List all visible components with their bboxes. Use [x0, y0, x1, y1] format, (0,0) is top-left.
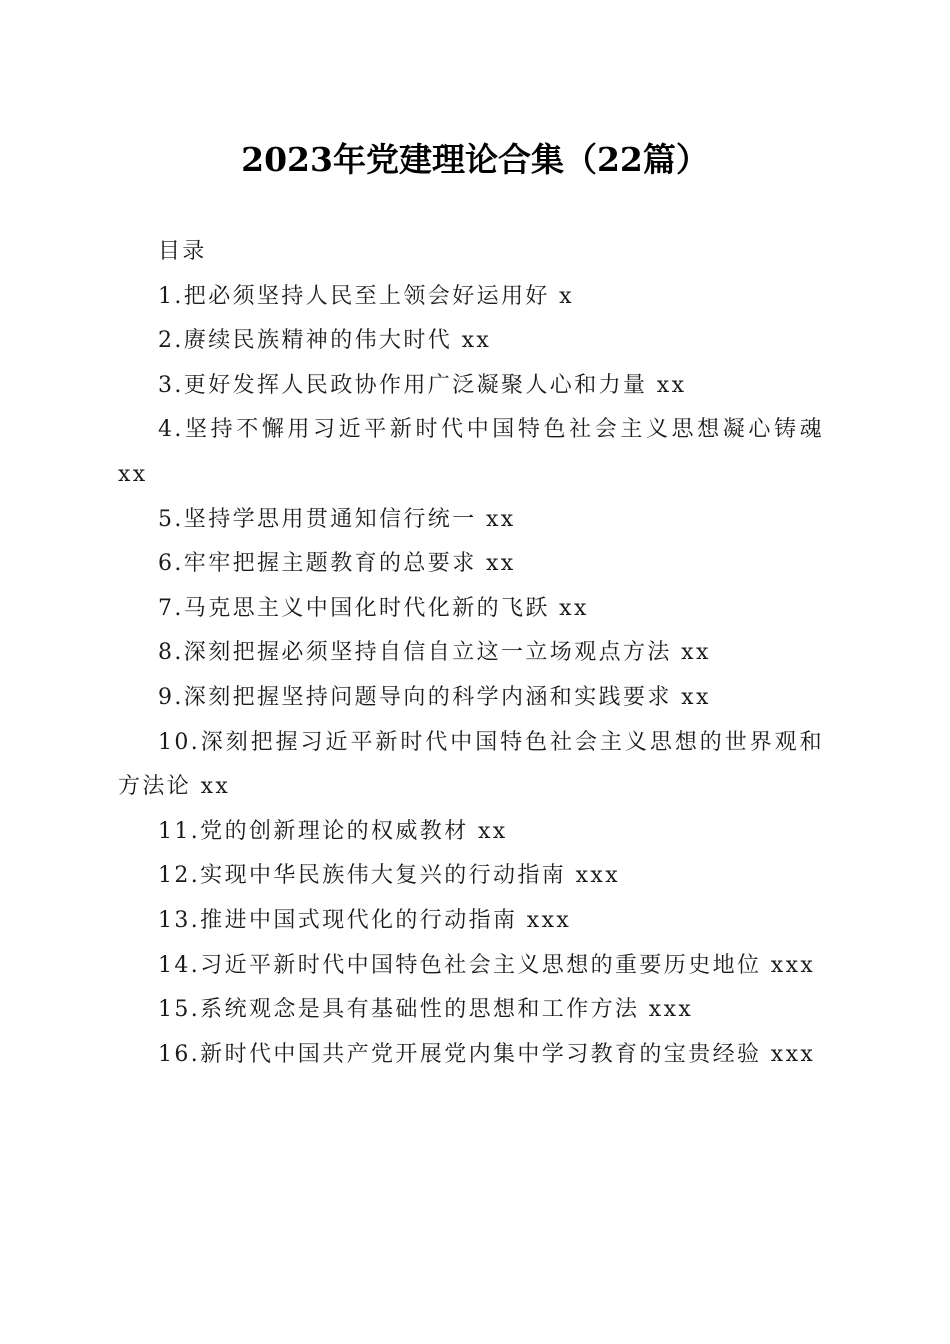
toc-entry: 13.推进中国式现代化的行动指南 xxx: [158, 907, 572, 933]
toc-entry: 3.更好发挥人民政协作用广泛凝聚人心和力量 xx: [158, 372, 687, 398]
toc-entry: 14.习近平新时代中国特色社会主义思想的重要历史地位 xxx: [158, 952, 816, 978]
toc-entry: 16.新时代中国共产党开展党内集中学习教育的宝贵经验 xxx: [158, 1041, 816, 1067]
toc-entry: 8.深刻把握必须坚持自信自立这一立场观点方法 xx: [158, 640, 711, 666]
toc-entry: 11.党的创新理论的权威教材 xx: [158, 818, 508, 844]
toc-entry: 9.深刻把握坚持问题导向的科学内涵和实践要求 xx: [158, 684, 711, 710]
toc-entry: 15.系统观念是具有基础性的思想和工作方法 xxx: [158, 997, 694, 1023]
toc-heading: 目录: [158, 239, 207, 264]
toc-entry: 2.赓续民族精神的伟大时代 xx: [158, 328, 492, 354]
toc-entry: 7.马克思主义中国化时代化新的飞跃 xx: [158, 595, 589, 621]
document-title: 2023年党建理论合集（22篇）: [241, 140, 709, 179]
toc-entry: 12.实现中华民族伟大复兴的行动指南 xxx: [158, 863, 621, 889]
toc-entry: 5.坚持学思用贯通知信行统一 xx: [158, 506, 516, 532]
table-of-contents: [118, 230, 824, 1077]
toc-entry: 10.深刻把握习近平新时代中国特色社会主义思想的世界观和方法论 xx: [118, 729, 824, 800]
toc-entry: 6.牢牢把握主题教育的总要求 xx: [158, 551, 516, 577]
toc-entry: 1.把必须坚持人民至上领会好运用好 x: [158, 283, 574, 309]
toc-entry: 4.坚持不懈用习近平新时代中国特色社会主义思想凝心铸魂 xx: [118, 417, 824, 487]
